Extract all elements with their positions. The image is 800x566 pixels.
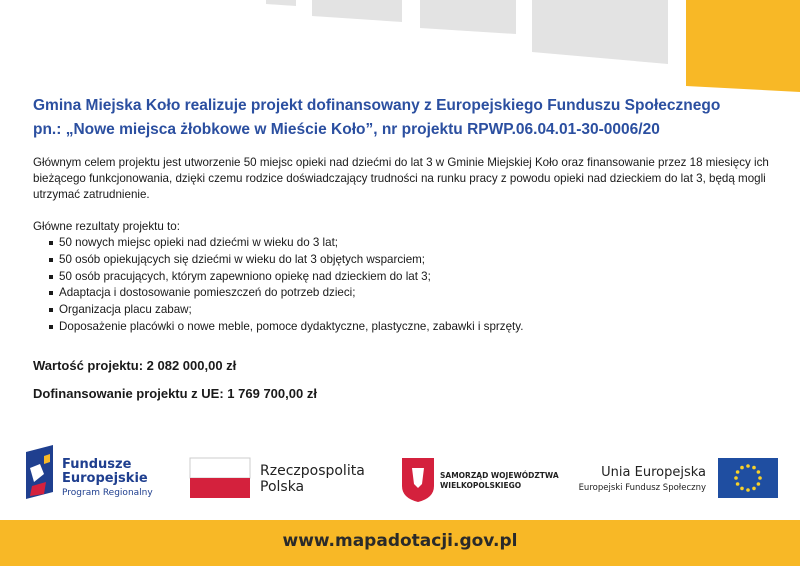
fe-line-1: Fundusze bbox=[62, 457, 132, 472]
fe-line-2: Europejskie bbox=[62, 471, 148, 486]
result-item: 50 osób pracujących, którym zapewniono opiekę nad dzieckiem do lat 3; bbox=[49, 269, 793, 286]
result-item: 50 nowych miejsc opieki nad dziećmi w wieku do 3 lat; bbox=[49, 235, 793, 252]
footer-url: www.mapadotacji.gov.pl bbox=[282, 531, 518, 551]
deco-gray-block-1 bbox=[266, 0, 296, 6]
deco-yellow-block bbox=[686, 0, 800, 92]
result-item: 50 osób opiekujących się dziećmi w wieku do lat 3 objętych wsparciem; bbox=[49, 252, 793, 269]
sw-line-1: SAMORZĄD WOJEWÓDZTWA bbox=[440, 471, 559, 480]
result-item: Organizacja placu zabaw; bbox=[49, 302, 793, 319]
logos-row bbox=[0, 440, 800, 515]
header-decoration bbox=[0, 0, 800, 100]
deco-gray-block-2 bbox=[312, 0, 402, 22]
project-description: Głównym celem projektu jest utworzenie 50 miejsc opieki nad dziećmi do lat 3 w Gminie Miejskiej Koło oraz finansowanie przez 18 miesięcy ich bieżącego funkcjonowania, dzięki czemu rodzice doświadczający trudności na runku pracy z powodu opieki nad dzieckiem do lat 3, będą mogli utrzymać zatrudnienie. bbox=[33, 156, 769, 201]
sw-line-2: WIELKOPOLSKIEGO bbox=[440, 481, 522, 490]
rzeczpospolita-polska-logo bbox=[190, 458, 365, 498]
project-value: Wartość projektu: 2 082 000,00 zł bbox=[33, 358, 237, 373]
project-title-line-1: Gmina Miejska Koło realizuje projekt dofinansowany z Europejskiego Funduszu Społecznego bbox=[33, 97, 721, 114]
eu-line-2: Europejski Fundusz Społeczny bbox=[578, 483, 706, 493]
fundusze-europejskie-logo bbox=[26, 445, 153, 499]
rp-line-1: Rzeczpospolita bbox=[260, 463, 365, 479]
eu-line-1: Unia Europejska bbox=[601, 465, 706, 480]
deco-gray-block-4 bbox=[532, 0, 668, 64]
result-item: Adaptacja i dostosowanie pomieszczeń do potrzeb dzieci; bbox=[49, 285, 793, 302]
main-content bbox=[33, 94, 793, 336]
footer-bar bbox=[0, 520, 800, 566]
result-item: Doposażenie placówki o nowe meble, pomoce dydaktyczne, plastyczne, zabawki i sprzęty. bbox=[49, 319, 793, 336]
eu-funding-value: Dofinansowanie projektu z UE: 1 769 700,00 zł bbox=[33, 386, 317, 401]
eu-flag-icon bbox=[718, 458, 778, 498]
unia-europejska-logo bbox=[579, 458, 778, 498]
rp-line-2: Polska bbox=[260, 479, 305, 495]
samorzad-wojewodztwa-logo bbox=[402, 458, 559, 502]
fe-line-3: Program Regionalny bbox=[62, 488, 153, 498]
project-title-line-2: pn.: „Nowe miejsca żłobkowe w Mieście Koło”, nr projektu RPWP.06.04.01-30-0006/20 bbox=[33, 121, 660, 138]
results-label: Główne rezultaty projektu to: bbox=[33, 220, 180, 233]
results-list bbox=[33, 235, 793, 336]
deco-gray-block-3 bbox=[420, 0, 516, 34]
